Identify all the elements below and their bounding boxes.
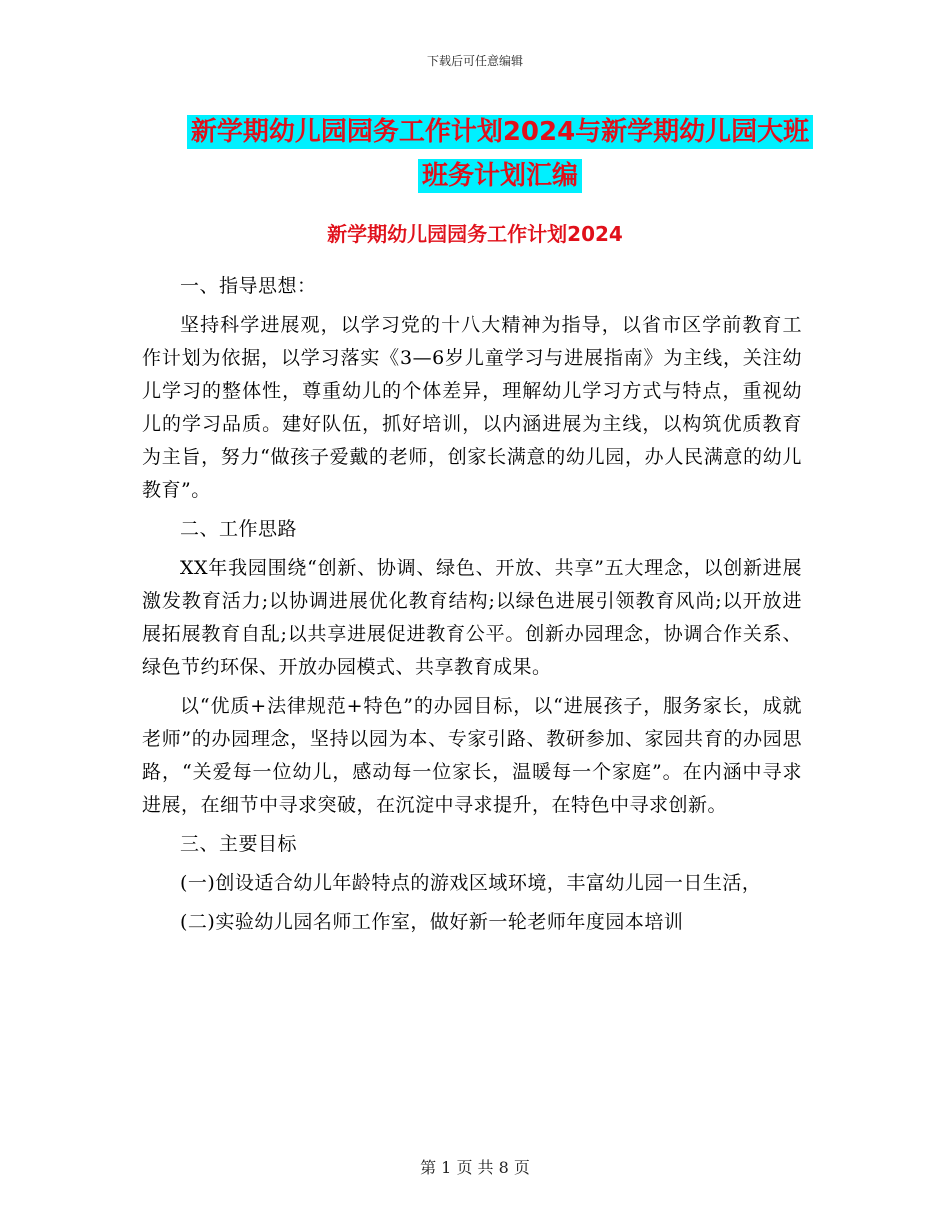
- goal-item-1: (一)创设适合幼儿年龄特点的游戏区域环境，丰富幼儿园一日生活，: [180, 872, 762, 894]
- header-note: 下载后可任意编辑: [426, 54, 523, 68]
- paragraph-work-ideas: XX年我园围绕“创新、协调、绿色、开放、共享”五大理念，以创新进展激发教育活力;以协调进展优化教育结构;以绿色进展引领教育风尚;以开放进展拓展教育自乱;以共享进展促进教育公平。创新办园理念，协调合作关系、绿色节约环保、开放办园模式、共享教育成果。: [142, 557, 802, 678]
- paragraph-guiding-thought: 坚持科学进展观，以学习党的十八大精神为指导，以省市区学前教育工作计划为依据，以学习落实《3—6岁儿童学习与进展指南》为主线，关注幼儿学习的整体性，尊重幼儿的个体差异，理解幼儿学习方式与特点，重视幼儿的学习品质。建好队伍，抓好培训，以内涵进展为主线，以构筑优质教育为主旨，努力“做孩子爱戴的老师，创家长满意的幼儿园，办人民满意的幼儿教育”。: [142, 314, 802, 501]
- document-body: [142, 270, 802, 939]
- paragraph-school-goals: 以“优质+法律规范+特色”的办园目标，以“进展孩子，服务家长，成就老师”的办园理念，坚持以园为本、专家引路、教研参加、家园共育的办园思路，“关爱每一位幼儿，感动每一位家长，温暖每一个家庭”。在内涵中寻求进展，在细节中寻求突破，在沉淀中寻求提升，在特色中寻求创新。: [142, 695, 802, 816]
- title-line-1: 新学期幼儿园园务工作计划2024与新学期幼儿园大班: [187, 115, 813, 149]
- heading-work-ideas: 二、工作思路: [180, 518, 298, 540]
- page-number: 第 1 页 共 8 页: [420, 1158, 530, 1177]
- section-title: 新学期幼儿园园务工作计划2024: [327, 222, 623, 246]
- title-line-2: 班务计划汇编: [418, 159, 582, 193]
- heading-guiding-thought: 一、指导思想：: [180, 275, 317, 297]
- heading-main-goals: 三、主要目标: [180, 833, 298, 855]
- goal-item-2: (二)实验幼儿园名师工作室，做好新一轮老师年度园本培训: [180, 911, 684, 933]
- document-title: [180, 110, 820, 198]
